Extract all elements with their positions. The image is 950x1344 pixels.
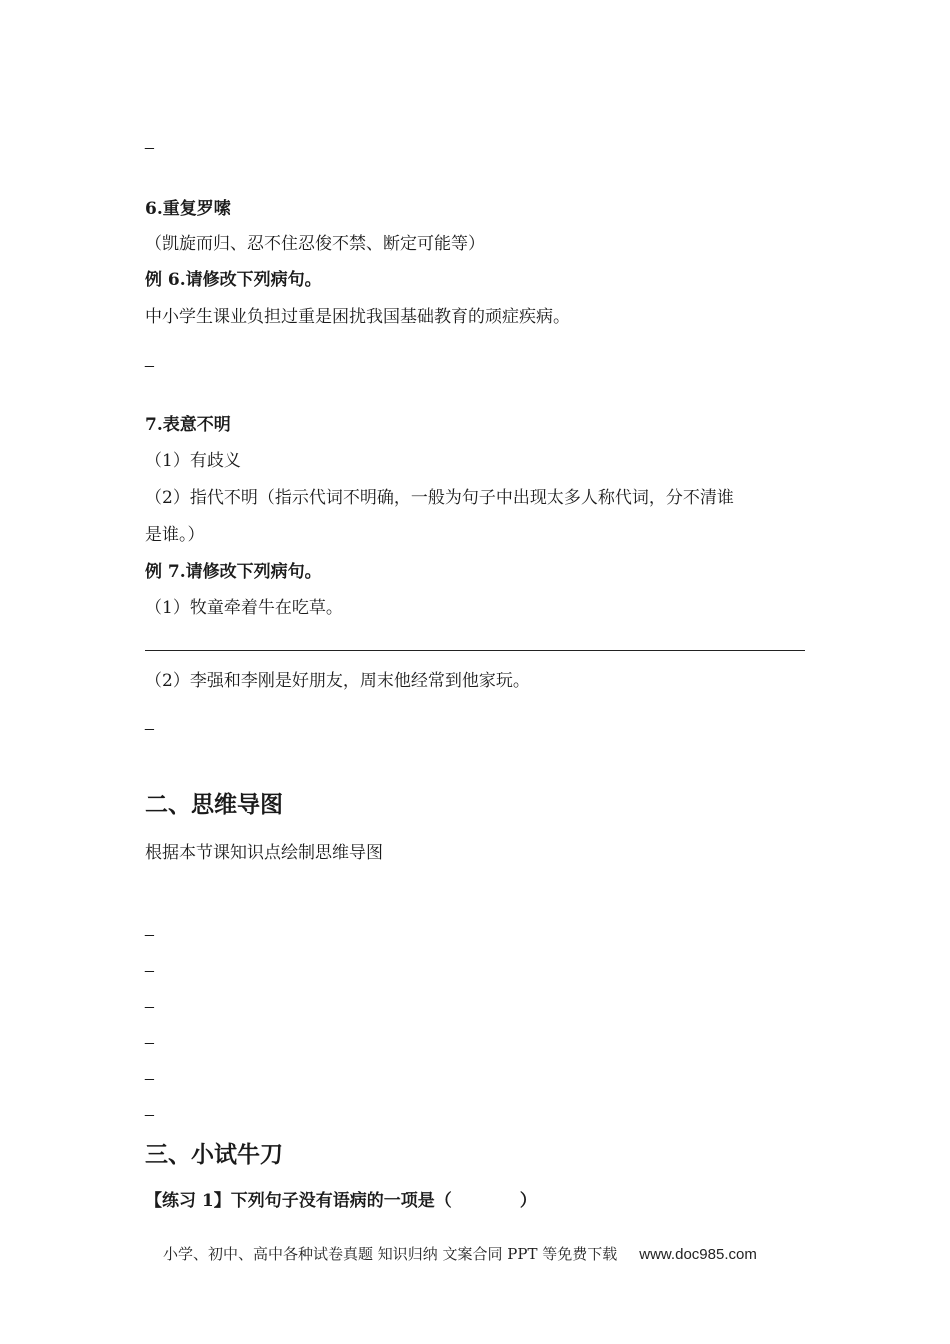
answer-blank: _ (145, 1028, 154, 1045)
section-7-item-2-line-1: （2）指代不明（指示代词不明确，一般为句子中出现太多人称代词，分不清谁 (145, 488, 734, 508)
section-6-title: 6.重复罗嗦 (145, 199, 231, 219)
example-7-question-2: （2）李强和李刚是好朋友，周末他经常到他家玩。 (145, 671, 530, 691)
footer-site-link[interactable]: www.doc985.com (639, 1246, 757, 1263)
answer-blank: _ (145, 1100, 154, 1117)
mindmap-instruction: 根据本节课知识点绘制思维导图 (145, 843, 383, 863)
section-6-note: （凯旋而归、忍不住忍俊不禁、断定可能等） (145, 234, 485, 254)
page-footer (163, 1243, 757, 1264)
section-7-item-2-line-2: 是谁。） (145, 525, 205, 545)
answer-line (145, 650, 805, 651)
practice-heading: 三、小试牛刀 (145, 1142, 283, 1168)
example-6-sentence: 中小学生课业负担过重是困扰我国基础教育的顽症疾病。 (145, 307, 570, 327)
mindmap-heading: 二、思维导图 (145, 792, 283, 818)
section-7-title: 7.表意不明 (145, 415, 231, 435)
answer-blank: _ (145, 133, 154, 150)
answer-blank: _ (145, 920, 154, 937)
exercise-1-prompt: 【练习 1】下列句子没有语病的一项是（ ） (145, 1191, 537, 1211)
example-7-question-1: （1）牧童牵着牛在吃草。 (145, 598, 343, 618)
example-7-title: 例 7.请修改下列病句。 (145, 562, 322, 582)
answer-blank: _ (145, 1064, 154, 1081)
answer-blank: _ (145, 956, 154, 973)
footer-text: 小学、初中、高中各种试卷真题 知识归纳 文案合同 PPT 等免费下载 (163, 1245, 618, 1263)
example-6-title: 例 6.请修改下列病句。 (145, 270, 322, 290)
answer-blank: _ (145, 714, 154, 731)
answer-blank: _ (145, 351, 154, 368)
answer-blank: _ (145, 992, 154, 1009)
section-7-item-1: （1）有歧义 (145, 451, 241, 471)
